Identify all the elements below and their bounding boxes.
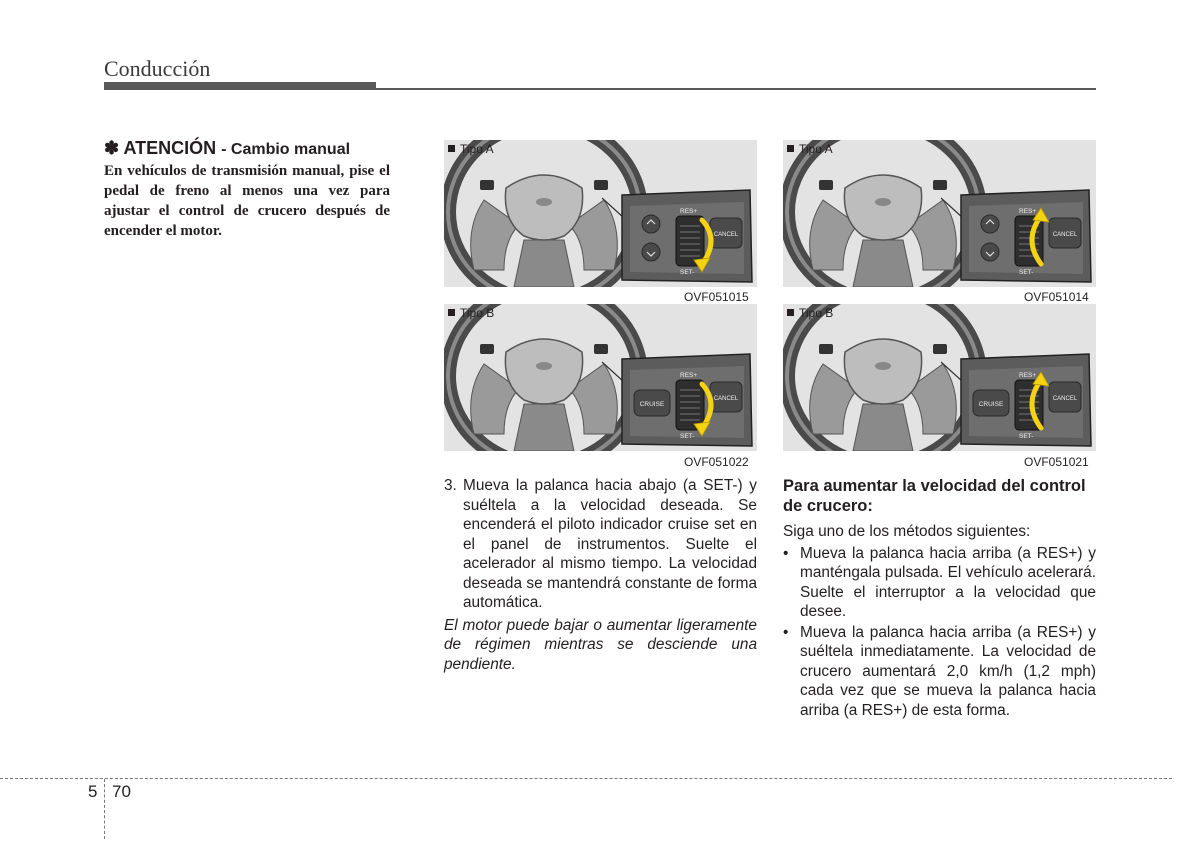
figure-tag: Tipo B [787,306,833,320]
attention-body: En vehículos de transmisión manual, pise el pedal de freno al menos una vez para ajustar el control de crucero después de encender el motor. [104,163,390,239]
figure-tag: Tipo A [787,142,833,156]
instruction-column [444,476,757,674]
wheel-spoke [853,404,913,451]
cruise-lever [676,216,704,266]
res-label: RES+ [1019,372,1037,379]
figure-code: OVF051022 [684,455,749,469]
attention-heading [104,138,390,159]
spoke-button-icon [933,344,947,354]
cancel-label: CANCEL [713,396,739,402]
set-label: SET- [1019,269,1034,276]
chapter-title: Conducción [104,56,211,81]
bullet-icon: • [783,544,789,562]
distance-button [981,243,999,261]
attention-notice [104,138,390,241]
list-item-text: Mueva la palanca hacia arriba (a RES+) y manténgala pulsada. El vehículo acelerará. Suelte el interruptor a la velocidad que desee. [800,544,1096,620]
cruise-lever [676,380,704,430]
res-label: RES+ [680,208,698,215]
header-rule-thick [104,82,376,90]
figure-tipo-b-res [783,304,1096,451]
spoke-button-icon [819,180,833,190]
figure-tag: Tipo A [448,142,494,156]
distance-button [642,243,660,261]
figure-code: OVF051015 [684,290,749,304]
cruise-label: CRUISE [639,401,665,408]
steering-wheel-illustration [444,140,757,287]
res-label: RES+ [1019,208,1037,215]
spoke-button-icon [594,344,608,354]
footer-rule [0,778,1172,779]
italic-note: El motor puede bajar o aumentar ligeramente de régimen mientras se desciende una pendiente. [444,616,757,673]
figure-code: OVF051014 [1024,290,1089,304]
list-item [783,623,1096,721]
logo-mark [875,362,891,370]
figure-tipo-a-set [444,140,757,287]
spoke-button-icon [480,180,494,190]
steering-wheel-illustration [444,304,757,451]
method-list [783,544,1096,721]
attention-subtitle: - Cambio manual [221,141,351,158]
logo-mark [875,198,891,206]
cancel-label: CANCEL [1052,396,1078,402]
cancel-label: CANCEL [713,232,739,238]
airbag-cover [505,339,582,404]
spoke-button-icon [480,344,494,354]
logo-mark [536,198,552,206]
cruise-button [981,215,999,233]
cruise-label: CRUISE [978,401,1004,408]
step-text: Mueva la palanca hacia abajo (a SET-) y suéltela a la velocidad deseada. Se encenderá el piloto indicador cruise set en el panel de instrumentos. Suelte el acelerador al mismo tiempo. La velocidad deseada se mantendrá constante de forma automática. [463,477,757,611]
spoke-button-icon [819,344,833,354]
res-label: RES+ [680,372,698,379]
bullet-icon: • [783,623,789,641]
wheel-spoke [514,404,574,451]
set-label: SET- [680,269,695,276]
page-number: 70 [112,782,131,801]
figure-tipo-a-res [783,140,1096,287]
logo-mark [536,362,552,370]
header-rule-thin [376,88,1096,90]
airbag-cover [844,175,921,240]
numbered-step [444,476,757,613]
set-label: SET- [1019,433,1034,440]
spoke-button-icon [933,180,947,190]
list-item-text: Mueva la palanca hacia arriba (a RES+) y suéltela inmediatamente. La velocidad de crucero aumentará 2,0 km/h (1,2 mph) cada vez que se mueva la palanca hacia arriba (a RES+) de esta forma. [800,623,1096,719]
footer-divider [104,779,105,839]
spoke-button-icon [594,180,608,190]
figure-code: OVF051021 [1024,455,1089,469]
set-label: SET- [680,433,695,440]
list-item [783,544,1096,622]
airbag-cover [844,339,921,404]
increase-speed-section [783,476,1096,721]
airbag-cover [505,175,582,240]
cancel-label: CANCEL [1052,232,1078,238]
figure-tag: Tipo B [448,306,494,320]
section-intro: Siga uno de los métodos siguientes: [783,523,1031,540]
wheel-spoke [514,240,574,287]
cruise-button [642,215,660,233]
figure-tipo-b-set [444,304,757,451]
attention-title: ATENCIÓN [123,138,217,158]
steering-wheel-illustration [783,304,1096,451]
asterisk-icon: ✽ [104,138,120,158]
step-number: 3. [444,477,457,494]
section-number: 5 [88,782,98,801]
wheel-spoke [853,240,913,287]
section-heading: Para aumentar la velocidad del control de crucero: [783,477,1086,515]
steering-wheel-illustration [783,140,1096,287]
